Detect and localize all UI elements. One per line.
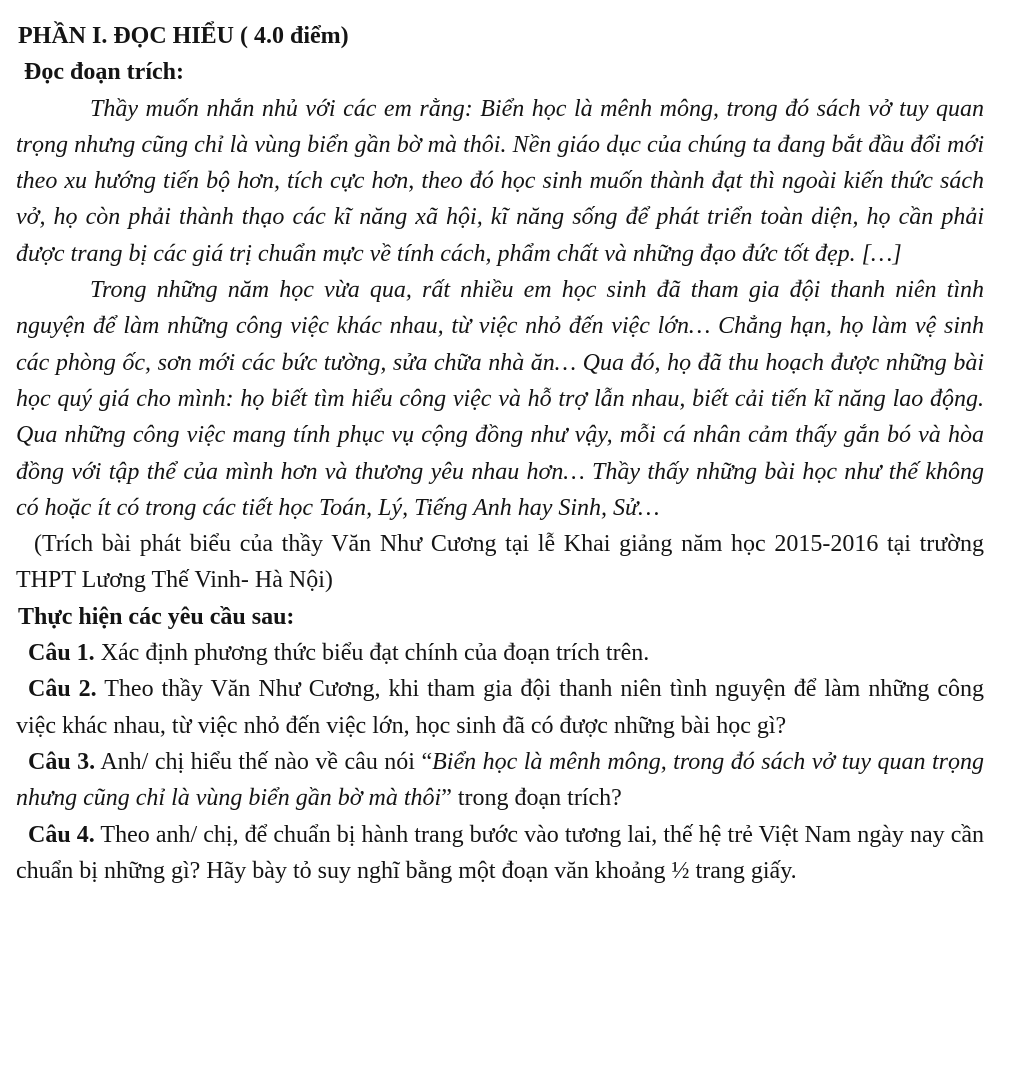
question-text: Theo thầy Văn Như Cương, khi tham gia đội thanh niên tình nguyện để làm những công việc khác nhau, từ việc nhỏ đến việc lớn, học sinh đã có được những bài học gì?: [16, 676, 984, 739]
excerpt-paragraph-1: Thầy muốn nhắn nhủ với các em rằng: Biển học là mênh mông, trong đó sách vở tuy quan trọng nhưng cũng chỉ là vùng biển gần bờ mà thôi. Nền giáo dục của chúng ta đang bắt đầu đổi mới theo xu hướng tiến bộ hơn, tích cực hơn, theo đó học sinh muốn thành đạt thì ngoài kiến thức sách vở, họ còn phải thành thạo các kĩ năng xã hội, kĩ năng sống để phát triển toàn diện, họ cần phải được trang bị các giá trị chuẩn mực về tính cách, phẩm chất và những đạo đức tốt đẹp. […]: [16, 95, 984, 267]
question-label: Câu 1.: [28, 640, 95, 667]
reading-label: Đọc đoạn trích:: [24, 59, 184, 86]
section-title: PHẦN I. ĐỌC HIỂU ( 4.0 điểm): [18, 23, 349, 49]
question-3: [16, 744, 984, 817]
excerpt-source: (Trích bài phát biểu của thầy Văn Như Cương tại lễ Khai giảng năm học 2015-2016 tại trường THPT Lương Thế Vinh- Hà Nội): [16, 531, 984, 594]
question-label: Câu 2.: [28, 676, 97, 703]
question-4: [16, 817, 984, 890]
question-text: Theo anh/ chị, để chuẩn bị hành trang bước vào tương lai, thế hệ trẻ Việt Nam ngày nay cần chuẩn bị những gì? Hãy bày tỏ suy nghĩ bằng một đoạn văn khoảng ½ trang giấy.: [16, 821, 984, 884]
excerpt-paragraph-2: Trong những năm học vừa qua, rất nhiều em học sinh đã tham gia đội thanh niên tình nguyện để làm những công việc khác nhau, từ việc nhỏ đến việc lớn… Chẳng hạn, họ làm vệ sinh các phòng ốc, sơn mới các bức tường, sửa chữa nhà ăn… Qua đó, họ đã thu hoạch được những bài học quý giá cho mình: họ biết tìm hiểu công việc và hỗ trợ lẫn nhau, biết cải tiến kĩ năng lao động. Qua những công việc mang tính phục vụ cộng đồng như vậy, mỗi cá nhân cảm thấy gắn bó và hòa đồng với tập thể của mình hơn và thương yêu nhau hơn… Thầy thấy những bài học như thế không có hoặc ít có trong các tiết học Toán, Lý, Tiếng Anh hay Sinh, Sử…: [16, 277, 984, 521]
question-2: [16, 671, 984, 744]
question-text: Xác định phương thức biểu đạt chính của đoạn trích trên.: [94, 640, 650, 667]
question-text-after: ” trong đoạn trích?: [441, 785, 622, 812]
question-quote: Biển học là mênh mông, trong đó sách vở tuy quan trọng nhưng cũng chỉ là vùng biển gần bờ mà thôi: [16, 748, 984, 812]
question-text-before: Anh/ chị hiểu thế nào về câu nói “: [95, 748, 433, 775]
tasks-title: Thực hiện các yêu cầu sau:: [18, 603, 295, 630]
exam-page: [16, 18, 984, 889]
question-1: [16, 635, 984, 671]
question-label: Câu 4.: [28, 821, 95, 848]
question-label: Câu 3.: [28, 748, 96, 775]
